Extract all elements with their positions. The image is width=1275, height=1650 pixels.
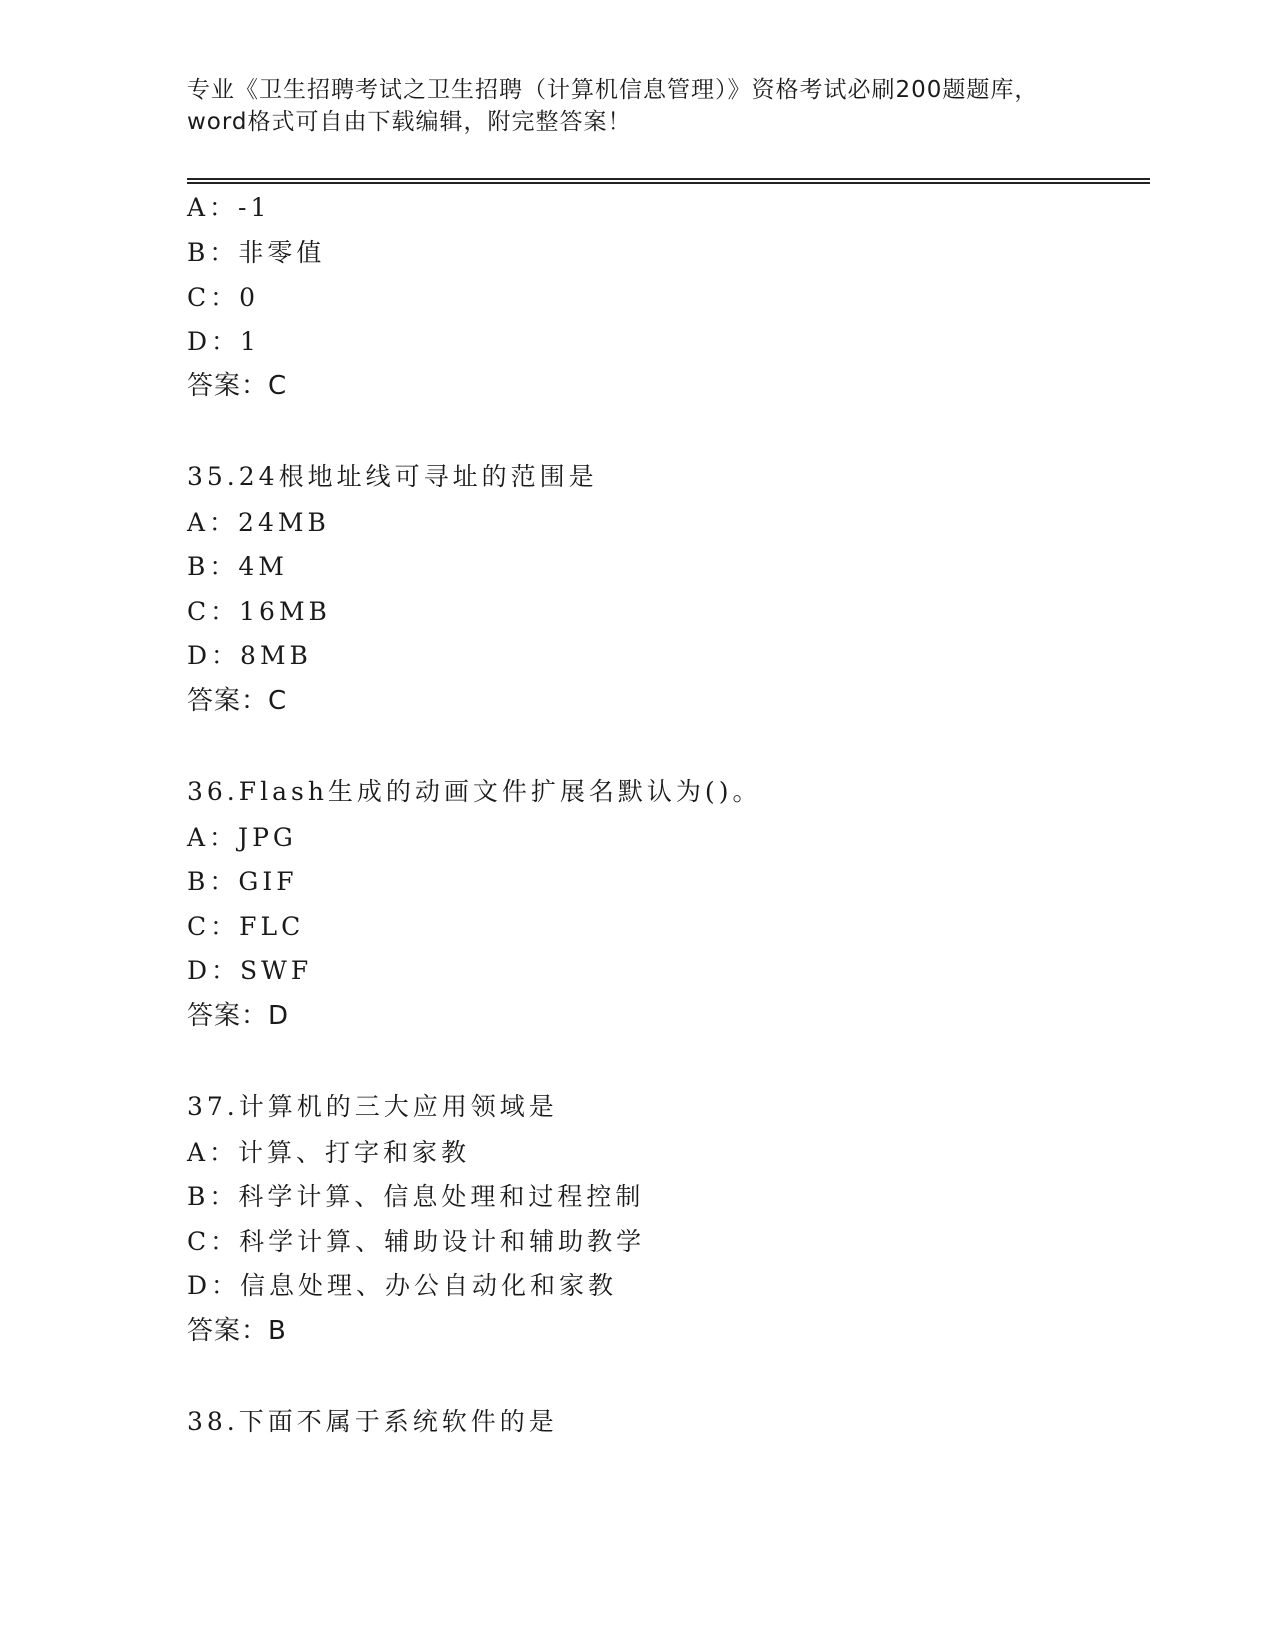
- answer-line: 答案：B: [187, 1316, 287, 1346]
- answer-line: 答案：C: [187, 371, 288, 401]
- answer-line: 答案：C: [187, 686, 288, 716]
- option-c: C：科学计算、辅助设计和辅助教学: [187, 1227, 646, 1256]
- question-stem: 36.Flash生成的动画文件扩展名默认为()。: [187, 777, 762, 806]
- option-d: D：1: [187, 327, 260, 356]
- option-a: A：-1: [187, 193, 271, 222]
- header-title-line-2: word格式可自由下载编辑，附完整答案！: [187, 109, 632, 135]
- answer-line: 答案：D: [187, 1001, 290, 1031]
- document-header: [187, 74, 1087, 138]
- option-b: B：4M: [187, 552, 288, 581]
- option-d: D：8MB: [187, 641, 312, 670]
- option-d: D：SWF: [187, 956, 313, 985]
- option-c: C：FLC: [187, 912, 305, 941]
- option-b: B：非零值: [187, 238, 326, 267]
- question-stem: 37.计算机的三大应用领域是: [187, 1092, 558, 1121]
- header-divider-top: [187, 178, 1150, 180]
- option-d: D：信息处理、办公自动化和家教: [187, 1271, 618, 1300]
- question-stem: 35.24根地址线可寻址的范围是: [187, 462, 598, 491]
- option-a: A：24MB: [187, 508, 330, 537]
- option-b: B：科学计算、信息处理和过程控制: [187, 1182, 645, 1211]
- header-divider-bottom: [187, 182, 1150, 184]
- option-a: A：计算、打字和家教: [187, 1138, 471, 1167]
- question-stem: 38.下面不属于系统软件的是: [187, 1407, 558, 1436]
- option-b: B：GIF: [187, 867, 298, 896]
- option-c: C：16MB: [187, 597, 331, 626]
- header-title-line-1: 专业《卫生招聘考试之卫生招聘（计算机信息管理）》资格考试必刷200题题库，: [187, 77, 1039, 103]
- option-c: C：0: [187, 283, 260, 312]
- option-a: A：JPG: [187, 823, 297, 852]
